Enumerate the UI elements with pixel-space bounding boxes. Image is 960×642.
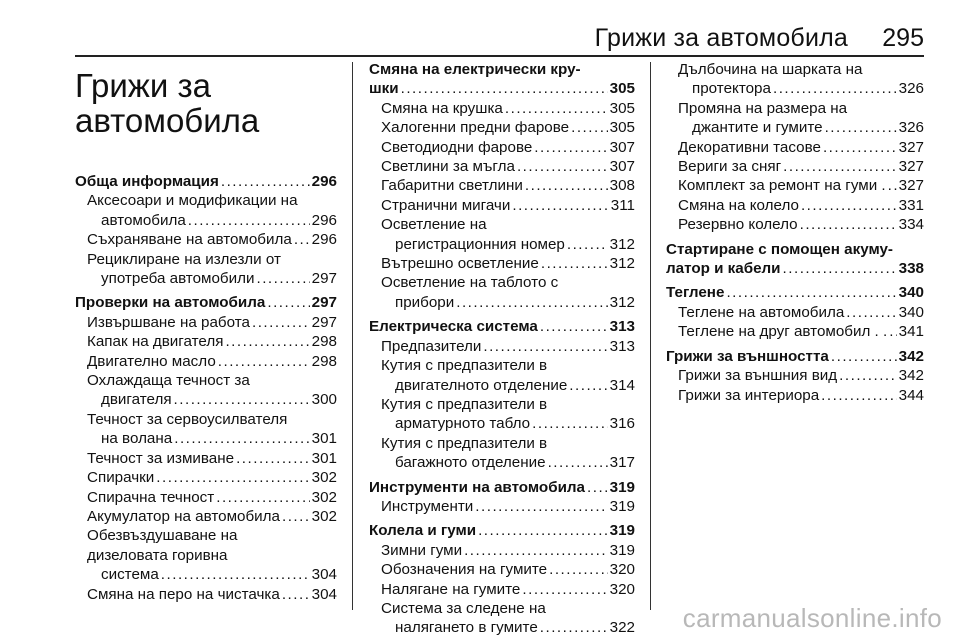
- toc-page-number: 296: [311, 173, 337, 190]
- toc-page-number: 313: [609, 337, 635, 355]
- toc-entry-title: автомобила: [101, 211, 186, 229]
- toc-list-3: [666, 60, 924, 405]
- toc-entry-title: Смяна на перо на чистачка: [87, 585, 280, 603]
- dot-leader: [225, 332, 309, 351]
- toc-page-number: 298: [311, 333, 337, 351]
- dot-leader: [783, 157, 897, 176]
- toc-entry[interactable]: [75, 230, 337, 249]
- header-rule: [75, 55, 924, 57]
- toc-entry[interactable]: [666, 322, 924, 341]
- dot-leader: [541, 254, 608, 273]
- dot-leader: [889, 322, 896, 341]
- toc-entry[interactable]: [75, 507, 337, 526]
- toc-entry-text: Аксесоари и модификации на: [87, 192, 298, 210]
- toc-entry-title: налягането в гумите: [395, 619, 538, 637]
- toc-entry[interactable]: [75, 488, 337, 507]
- toc-entry-title: Проверки на автомобила: [75, 294, 266, 312]
- toc-entry[interactable]: [75, 313, 337, 332]
- toc-page-number: 316: [609, 415, 635, 433]
- toc-page-number: 312: [609, 235, 635, 253]
- toc-page-number: 326: [898, 119, 924, 137]
- toc-entry[interactable]: [369, 599, 635, 638]
- toc-entry-title: Габаритни светлини: [381, 177, 523, 195]
- dot-leader: [478, 521, 608, 540]
- toc-section-entry[interactable]: [666, 283, 924, 302]
- toc-entry[interactable]: [369, 215, 635, 254]
- toc-page-number: 308: [609, 177, 635, 195]
- toc-entry[interactable]: [369, 541, 635, 560]
- toc-entry-text: Кутия с предпазители в: [381, 357, 548, 375]
- toc-entry-text: Система за следене на: [381, 599, 546, 617]
- toc-entry-text: Охлаждаща течност за: [87, 372, 250, 390]
- toc-page-number: 307: [609, 158, 635, 176]
- toc-entry[interactable]: [369, 176, 635, 195]
- toc-page-number: 313: [609, 318, 635, 336]
- toc-entry[interactable]: [666, 366, 924, 385]
- toc-entry-title: Грижи за външността: [666, 347, 829, 365]
- toc-entry[interactable]: [75, 410, 337, 449]
- toc-entry-title: Обозначения на гумите: [381, 561, 548, 579]
- toc-page-number: 317: [609, 454, 635, 472]
- toc-list-2: [369, 60, 635, 638]
- toc-page-number: 298: [311, 352, 337, 370]
- toc-page-number: 327: [898, 158, 924, 176]
- toc-entry-title: Обща информация: [75, 173, 219, 190]
- toc-entry[interactable]: [369, 434, 635, 473]
- toc-entry[interactable]: [75, 449, 337, 468]
- toc-entry[interactable]: [369, 497, 635, 516]
- dot-leader: [174, 390, 310, 409]
- toc-page-number: 338: [898, 260, 924, 278]
- toc-entry-title: регистрационния номер: [395, 235, 565, 253]
- toc-page-number: 344: [898, 386, 924, 404]
- toc-page-number: 304: [311, 585, 337, 603]
- toc-entry-title: Инструменти: [381, 497, 474, 515]
- toc-entry[interactable]: [369, 395, 635, 434]
- toc-section-entry[interactable]: [75, 293, 337, 312]
- chapter-title-line-1: Грижи за: [75, 67, 211, 104]
- toc-entry-title: Смяна на крушка: [381, 99, 503, 117]
- toc-entry-title: Акумулатор на автомобила: [87, 507, 280, 525]
- toc-entry-title: Декоративни тасове: [678, 138, 821, 156]
- toc-page-number: 305: [609, 119, 635, 137]
- dot-leader: [783, 259, 897, 278]
- toc-section-entry[interactable]: [369, 521, 635, 540]
- toc-entry-title: багажното отделение: [395, 454, 546, 472]
- toc-entry-title: Смяна на колело: [678, 196, 799, 214]
- toc-entry[interactable]: [75, 332, 337, 351]
- toc-page-number: 301: [311, 449, 337, 467]
- toc-page-number: 319: [609, 541, 635, 559]
- dot-leader: [294, 230, 310, 249]
- toc-entry[interactable]: [75, 468, 337, 487]
- toc-entry-title: Резервно колело: [678, 216, 798, 234]
- dot-leader: [801, 196, 897, 215]
- dot-leader: [401, 79, 608, 98]
- toc-section-entry[interactable]: [369, 478, 635, 497]
- dot-leader: [218, 352, 310, 371]
- toc-entry[interactable]: [369, 273, 635, 312]
- toc-entry-title: Капак на двигателя: [87, 333, 224, 351]
- toc-page-number: 302: [311, 469, 337, 487]
- toc-page-number: 297: [311, 313, 337, 331]
- toc-page-number: 312: [609, 255, 635, 273]
- dot-leader: [475, 497, 607, 516]
- dot-leader: [282, 585, 310, 604]
- toc-entry-text: Стартиране с помощен акуму-: [666, 240, 893, 258]
- toc-page-number: 304: [311, 566, 337, 584]
- toc-page-number: 296: [311, 231, 337, 249]
- toc-entry[interactable]: [369, 560, 635, 579]
- watermark: carmanualsonline.info: [682, 603, 942, 633]
- chapter-title: [75, 68, 337, 138]
- toc-entry-title: Електрическа система: [369, 318, 538, 336]
- toc-entry[interactable]: [666, 138, 924, 157]
- dot-leader: [174, 429, 309, 448]
- toc-entry[interactable]: [369, 196, 635, 215]
- dot-leader: [464, 541, 608, 560]
- dot-leader: [512, 196, 608, 215]
- toc-entry-title: Съхраняване на автомобила: [87, 231, 292, 249]
- toc-section-entry[interactable]: [666, 347, 924, 366]
- toc-entry-text: Осветление на: [381, 216, 487, 234]
- toc-entry[interactable]: [666, 215, 924, 234]
- toc-entry-text: Рециклиране на излезли от: [87, 250, 281, 268]
- toc-entry-text: Промяна на размера на: [678, 99, 848, 117]
- toc-entry-title: Грижи за интериора: [678, 386, 820, 404]
- running-title: Грижи за автомобила: [594, 24, 848, 52]
- dot-leader: [156, 468, 309, 487]
- dot-leader: [540, 317, 608, 336]
- toc-page-number: 322: [609, 619, 635, 637]
- dot-leader: [587, 478, 608, 497]
- toc-entry-title: Извършване на работа: [87, 313, 250, 331]
- chapter-title-line-2: автомобила: [75, 102, 260, 139]
- toc-entry-text: дизеловата горивна: [87, 546, 228, 564]
- toc-entry-title: Налягане на гумите: [381, 580, 521, 598]
- toc-entry[interactable]: [75, 250, 337, 289]
- page-number: 295: [882, 24, 924, 52]
- toc-section-entry[interactable]: [369, 60, 635, 99]
- toc-entry-title: Грижи за външния вид: [678, 367, 838, 385]
- dot-leader: [726, 283, 896, 302]
- toc-page-number: 297: [311, 270, 337, 288]
- toc-entry-title: прибори: [395, 293, 455, 311]
- toc-page-number: 320: [609, 580, 635, 598]
- dot-leader: [236, 449, 310, 468]
- toc-entry-title: употреба автомобили: [101, 270, 255, 288]
- toc-entry-title: Вериги за сняг: [678, 158, 782, 176]
- toc-entry[interactable]: [369, 99, 635, 118]
- dot-leader: [532, 414, 608, 433]
- toc-entry-title: латор и кабели: [666, 260, 781, 278]
- toc-page-number: 302: [311, 488, 337, 506]
- toc-section-entry[interactable]: [666, 240, 924, 279]
- toc-entry-title: Спирачна течност: [87, 488, 215, 506]
- toc-page-number: 342: [898, 347, 924, 365]
- toc-entry[interactable]: [369, 254, 635, 273]
- toc-entry[interactable]: [369, 157, 635, 176]
- toc-entry[interactable]: [369, 356, 635, 395]
- dot-leader: [773, 79, 897, 98]
- toc-page-number: 340: [898, 303, 924, 321]
- toc-entry-title: система: [101, 566, 159, 584]
- toc-page-number: 319: [609, 497, 635, 515]
- toc-entry-title: двигателя: [101, 391, 172, 409]
- toc-page-number: 312: [609, 293, 635, 311]
- dot-leader: [517, 157, 608, 176]
- toc-page-number: 301: [311, 430, 337, 448]
- dot-leader: [525, 176, 608, 195]
- dot-leader: [221, 172, 310, 191]
- toc-entry-text: Кутия с предпазители в: [381, 434, 548, 452]
- toc-entry-title: Светлини за мъгла: [381, 158, 515, 176]
- toc-entry-title: Вътрешно осветление: [381, 255, 539, 273]
- dot-leader: [282, 507, 310, 526]
- dot-leader: [548, 453, 608, 472]
- toc-page-number: 342: [898, 367, 924, 385]
- dot-leader: [821, 386, 896, 405]
- toc-page-number: 296: [311, 211, 337, 229]
- column-divider-1: [352, 62, 353, 610]
- dot-leader: [823, 138, 897, 157]
- toc-entry-title: Светодиодни фарове: [381, 138, 533, 156]
- toc-entry-text: Течност за сервоусилвателя: [87, 410, 288, 428]
- toc-section-entry[interactable]: [75, 172, 337, 191]
- toc-column-2: [369, 60, 635, 638]
- dot-leader: [161, 565, 310, 584]
- toc-entry[interactable]: [666, 386, 924, 405]
- toc-entry-text: Обезвъздушаване на: [87, 527, 238, 545]
- toc-page-number: 326: [898, 80, 924, 98]
- toc-page-number: 340: [898, 284, 924, 302]
- toc-entry-title: Предпазители: [381, 337, 482, 355]
- toc-entry-text: Дълбочина на шарката на: [678, 61, 863, 78]
- dot-leader: [839, 366, 897, 385]
- dot-leader: [888, 176, 897, 195]
- toc-section-entry[interactable]: [369, 317, 635, 336]
- toc-page-number: 319: [609, 522, 635, 540]
- toc-entry[interactable]: [75, 352, 337, 371]
- toc-entry-title: Течност за измиване: [87, 449, 235, 467]
- dot-leader: [256, 269, 309, 288]
- toc-entry[interactable]: [369, 118, 635, 137]
- toc-entry-title: Комплект за ремонт на гуми .: [678, 177, 886, 195]
- toc-column-3: [666, 60, 924, 405]
- toc-entry[interactable]: [666, 157, 924, 176]
- dot-leader: [188, 211, 310, 230]
- toc-entry[interactable]: [75, 191, 337, 230]
- toc-entry-title: арматурното табло: [395, 415, 531, 433]
- toc-entry-title: Спирачки: [87, 469, 155, 487]
- toc-entry[interactable]: [369, 337, 635, 356]
- toc-list-1: [75, 172, 337, 604]
- toc-entry-title: Странични мигачи: [381, 196, 511, 214]
- toc-entry[interactable]: [369, 138, 635, 157]
- toc-page-number: 341: [898, 323, 924, 341]
- toc-page-number: 302: [311, 507, 337, 525]
- toc-entry-title: джантите и гумите: [692, 119, 823, 137]
- toc-entry-title: двигателното отделение: [395, 376, 568, 394]
- column-divider-2: [650, 62, 651, 610]
- toc-entry-title: протектора: [692, 80, 771, 98]
- toc-entry-title: на волана: [101, 430, 173, 448]
- toc-entry-title: Теглене на друг автомобил . .: [678, 323, 888, 341]
- dot-leader: [216, 488, 309, 507]
- toc-entry-title: Колела и гуми: [369, 522, 477, 540]
- toc-page-number: 311: [610, 196, 635, 214]
- toc-entry[interactable]: [666, 176, 924, 195]
- dot-leader: [267, 293, 309, 312]
- dot-leader: [567, 235, 608, 254]
- toc-entry[interactable]: [666, 60, 924, 99]
- toc-page-number: 327: [898, 177, 924, 195]
- dot-leader: [800, 215, 897, 234]
- toc-page-number: 331: [898, 196, 924, 214]
- toc-page-number: 307: [609, 138, 635, 156]
- toc-column-1: [75, 60, 337, 604]
- toc-entry-title: Теглене: [666, 284, 725, 302]
- toc-entry[interactable]: [369, 580, 635, 599]
- toc-entry-text: Осветление на таблото с: [381, 274, 559, 292]
- toc-entry-title: шки: [369, 80, 399, 98]
- toc-entry-text: Смяна на електрически кру-: [369, 61, 581, 78]
- toc-page-number: 319: [609, 478, 635, 496]
- toc-entry-text: Кутия с предпазители в: [381, 395, 548, 413]
- dot-leader: [483, 337, 607, 356]
- toc-entry-title: Халогенни предни фарове: [381, 119, 570, 137]
- dot-leader: [549, 560, 608, 579]
- toc-entry-title: Теглене на автомобила: [678, 303, 845, 321]
- toc-entry-title: Двигателно масло: [87, 352, 216, 370]
- dot-leader: [846, 303, 896, 322]
- toc-entry[interactable]: [75, 371, 337, 410]
- toc-page-number: 305: [609, 99, 635, 117]
- toc-page-number: 300: [311, 391, 337, 409]
- dot-leader: [505, 99, 608, 118]
- toc-entry[interactable]: [666, 196, 924, 215]
- dot-leader: [825, 118, 897, 137]
- toc-page-number: 297: [311, 294, 337, 312]
- dot-leader: [252, 313, 310, 332]
- toc-page-number: 305: [609, 80, 635, 98]
- toc-entry[interactable]: [75, 526, 337, 584]
- toc-entry[interactable]: [75, 585, 337, 604]
- dot-leader: [534, 138, 607, 157]
- toc-page-number: 334: [898, 216, 924, 234]
- toc-entry-title: Инструменти на автомобила: [369, 478, 586, 496]
- toc-entry-title: Зимни гуми: [381, 541, 463, 559]
- toc-entry[interactable]: [666, 303, 924, 322]
- toc-entry[interactable]: [666, 99, 924, 138]
- toc-page-number: 314: [609, 376, 635, 394]
- dot-leader: [571, 118, 608, 137]
- toc-page-number: 327: [898, 138, 924, 156]
- dot-leader: [540, 618, 608, 637]
- dot-leader: [831, 347, 897, 366]
- dot-leader: [456, 293, 607, 312]
- dot-leader: [569, 376, 607, 395]
- toc-page-number: 320: [609, 561, 635, 579]
- dot-leader: [522, 580, 607, 599]
- running-header: [0, 0, 960, 60]
